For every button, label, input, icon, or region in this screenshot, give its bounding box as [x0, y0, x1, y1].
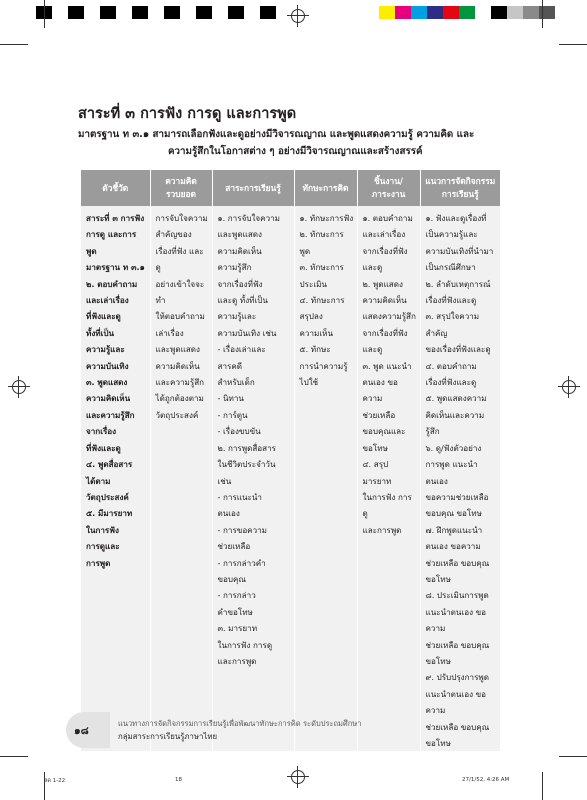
slug-page: 18: [175, 777, 182, 783]
crop-mark: [44, 0, 45, 28]
footer-subject: กลุ่มสาระการเรียนรู้ภาษาไทย: [118, 732, 218, 741]
header-indicator: ตัวชี้วัด: [81, 170, 150, 206]
curriculum-table: [81, 170, 500, 751]
standard-statement: [78, 126, 503, 160]
registration-bar-black: [36, 6, 292, 19]
footer-book-title: แนวทางการจัดกิจกรรมการเรียนรู้เพื่อพัฒนาทักษะการคิด ระดับประถมศึกษา: [118, 719, 362, 728]
registration-bar-color: [379, 6, 555, 19]
table-row: [81, 206, 500, 751]
cell-indicators: สาระที่ ๓ การฟัง การดู และการพูด มาตรฐาน ท ๓.๑ ๒. ตอบคำถาม และเล่าเรื่อง ที่ฟังและดู ทั้งที่เป็น ความรู้และ ความบันเทิง ๓. พูดแสดง ความคิดเห็น และความรู้สึก จากเรื่อง ที่ฟังและดู ๔. พูดสื่อสาร ได้ตาม วัตถุประสงค์ ๕. มีมารยาท ในการฟัง การดูและ การพูด: [81, 206, 150, 751]
cell-tasks: ๑. ตอบคำถาม และเล่าเรื่อง จากเรื่องที่ฟัง และดู ๒. พูดแสดง ความคิดเห็น แสดงความรู้สึก จากเรื่องที่ฟัง และดู ๓. พูด แนะนำ ตนเอง ขอความ ช่วยเหลือ ขอบคุณและ ขอโทษ ๔. สรุปมารยาท ในการฟัง การดู และการพูด: [357, 206, 420, 751]
registration-target-icon: [562, 380, 576, 394]
header-tasks: ชิ้นงาน/ ภาระงาน: [357, 170, 420, 206]
crop-mark: [0, 44, 28, 45]
standard-line-2: ความรู้สึกในโอกาสต่าง ๆ อย่างมีวิจารณญาณและสร้างสรรค์: [168, 146, 423, 157]
cell-content: ๑. การจับใจความ และพูดแสดง ความคิดเห็น ความรู้สึก จากเรื่องที่ฟัง และดู ทั้งที่เป็น ความรู้และ ความบันเทิง เช่น - เรื่องเล่าและ สารคดี สำหรับเด็ก - นิทาน - การ์ตูน - เรื่องขบขัน ๒. การพูดสื่อสาร ในชีวิตประจำวัน เช่น - การแนะนำ ตนเอง - การขอความ ช่วยเหลือ - การกล่าวคำ ขอบคุณ - การกล่าว คำขอโทษ ๓. มารยาท ในการฟัง การดู และการพูด: [212, 206, 294, 751]
slug-file: ลด 1-22: [44, 778, 66, 784]
crop-mark: [542, 772, 543, 800]
crop-mark: [559, 44, 587, 45]
slug-timestamp: 27/1/52, 4:26 AM: [462, 777, 510, 783]
registration-target-icon: [291, 770, 305, 784]
header-content: สาระการเรียนรู้: [212, 170, 294, 206]
page-number-badge: [66, 712, 110, 748]
strand-title: สาระที่ ๓ การฟัง การดู และการพูด: [78, 106, 297, 122]
crop-mark: [542, 0, 543, 28]
standard-line-1: มาตรฐาน ท ๓.๑ สามารถเลือกฟังและดูอย่างมีวิจารณญาณ และพูดแสดงความรู้ ความคิด และ: [78, 129, 475, 140]
registration-target-icon: [291, 9, 305, 23]
cell-thinking-skills: ๑. ทักษะการฟัง ๒. ทักษะการพูด ๓. ทักษะการ ประเมิน ๔. ทักษะการ สรุปลง ความเห็น ๕. ทักษะ การนำความรู้ ไปใช้: [294, 206, 357, 751]
header-thinking-skills: ทักษะการคิด: [294, 170, 357, 206]
cell-activities: ๑. ฟังและดูเรื่องที่ เป็นความรู้และ ความบันเทิงที่นำมา เป็นกรณีศึกษา ๒. ลำดับเหตุการณ์ เรื่องที่ฟังและดู ๓. สรุปใจความสำคัญ ของเรื่องที่ฟังและดู ๔. ตอบคำถาม เรื่องที่ฟังและดู ๕. พูดแสดงความ คิดเห็นและความรู้สึก ๖. ดู/ฟังตัวอย่าง การพูด แนะนำตนเอง ขอความช่วยเหลือ ขอบคุณ ขอโทษ ๗. ฝึกพูดแนะนำ ตนเอง ขอความ ช่วยเหลือ ขอบคุณ ขอโทษ ๘. ประเมินการพูด แนะนำตนเอง ขอความ ช่วยเหลือ ขอบคุณ ขอโทษ ๙. ปรับปรุงการพูด แนะนำตนเอง ขอความ ช่วยเหลือ ขอบคุณ ขอโทษ: [425, 213, 494, 748]
crop-mark: [0, 756, 28, 757]
header-activities: แนวการจัดกิจกรรม การเรียนรู้: [420, 170, 500, 206]
registration-target-icon: [12, 380, 26, 394]
cell-concept: การจับใจความ สำคัญของ เรื่องที่ฟัง และดู อย่างเข้าใจจะทำ ให้ตอบคำถาม เล่าเรื่อง และพูดแสดง ความคิดเห็น และความรู้สึก ได้ถูกต้องตาม วัตถุประสงค์: [150, 206, 212, 751]
header-concept: ความคิด รวบยอด: [150, 170, 212, 206]
page-number: ๑๘: [74, 725, 89, 737]
table-header-row: [81, 170, 500, 206]
crop-mark: [559, 756, 587, 757]
